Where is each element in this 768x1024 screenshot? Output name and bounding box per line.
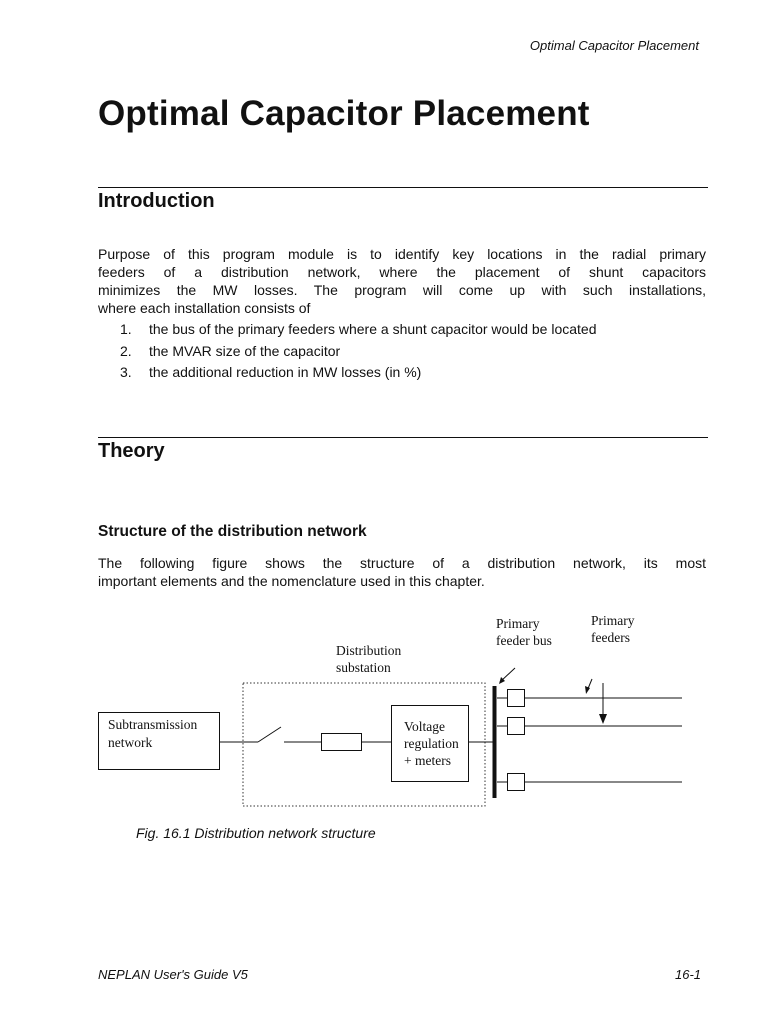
page-title: Optimal Capacitor Placement	[98, 94, 590, 133]
label-voltage-regulation-1: Voltage	[404, 719, 445, 734]
figure-caption: Fig. 16.1 Distribution network structure	[136, 825, 376, 841]
label-primary-feeder-bus-1: Primary	[496, 616, 540, 631]
list-item-number: 1.	[120, 321, 132, 337]
breaker-box	[322, 734, 362, 751]
switch	[258, 727, 281, 742]
theory-line-2: important elements and the nomenclature used in this chapter.	[98, 573, 485, 589]
running-header: Optimal Capacitor Placement	[529, 38, 699, 53]
feeders-pointer-arrowhead-2	[599, 714, 607, 724]
label-subtransmission-2: network	[108, 735, 153, 750]
heading-theory: Theory	[98, 440, 165, 462]
feeder-1-breaker	[508, 690, 525, 707]
primary-feeder-bus	[493, 686, 497, 798]
heading-introduction: Introduction	[98, 190, 215, 212]
feeders-pointer-arrowhead-1	[585, 686, 590, 694]
label-distribution-substation-2: substation	[336, 660, 391, 675]
list-item-text: the bus of the primary feeders where a shunt capacitor would be located	[149, 321, 597, 337]
intro-line-1: Purpose of this program module is to identify key locations in the radial primary	[98, 246, 706, 262]
label-subtransmission-1: Subtransmission	[108, 717, 198, 732]
footer-guide-title: NEPLAN User's Guide V5	[98, 967, 248, 982]
intro-line-3: minimizes the MW losses. The program will come up with such installations,	[98, 282, 706, 298]
feeder-2-breaker	[508, 718, 525, 735]
label-voltage-regulation-3: + meters	[404, 753, 451, 768]
footer-page-number: 16-1	[675, 967, 702, 982]
label-primary-feeders-2: feeders	[591, 630, 630, 645]
label-primary-feeders-1: Primary	[591, 613, 635, 628]
theory-line-1: The following figure shows the structure of a distribution network, its most	[98, 555, 706, 571]
intro-line-4: where each installation consists of	[98, 300, 311, 316]
list-item-number: 2.	[120, 342, 132, 359]
list-item-number: 3.	[120, 364, 132, 380]
label-primary-feeder-bus-2: feeder bus	[496, 633, 552, 648]
label-voltage-regulation-2: regulation	[404, 736, 459, 751]
feeder-3-breaker	[508, 774, 525, 791]
list-item-text: the additional reduction in MW losses (in %)	[149, 364, 422, 380]
intro-line-2: feeders of a distribution network, where the placement of shunt capacitors	[98, 264, 706, 280]
label-distribution-substation-1: Distribution	[336, 643, 402, 658]
subheading-structure: Structure of the distribution network	[98, 523, 367, 540]
list-item-text: the MVAR size of the capacitor	[149, 342, 341, 359]
